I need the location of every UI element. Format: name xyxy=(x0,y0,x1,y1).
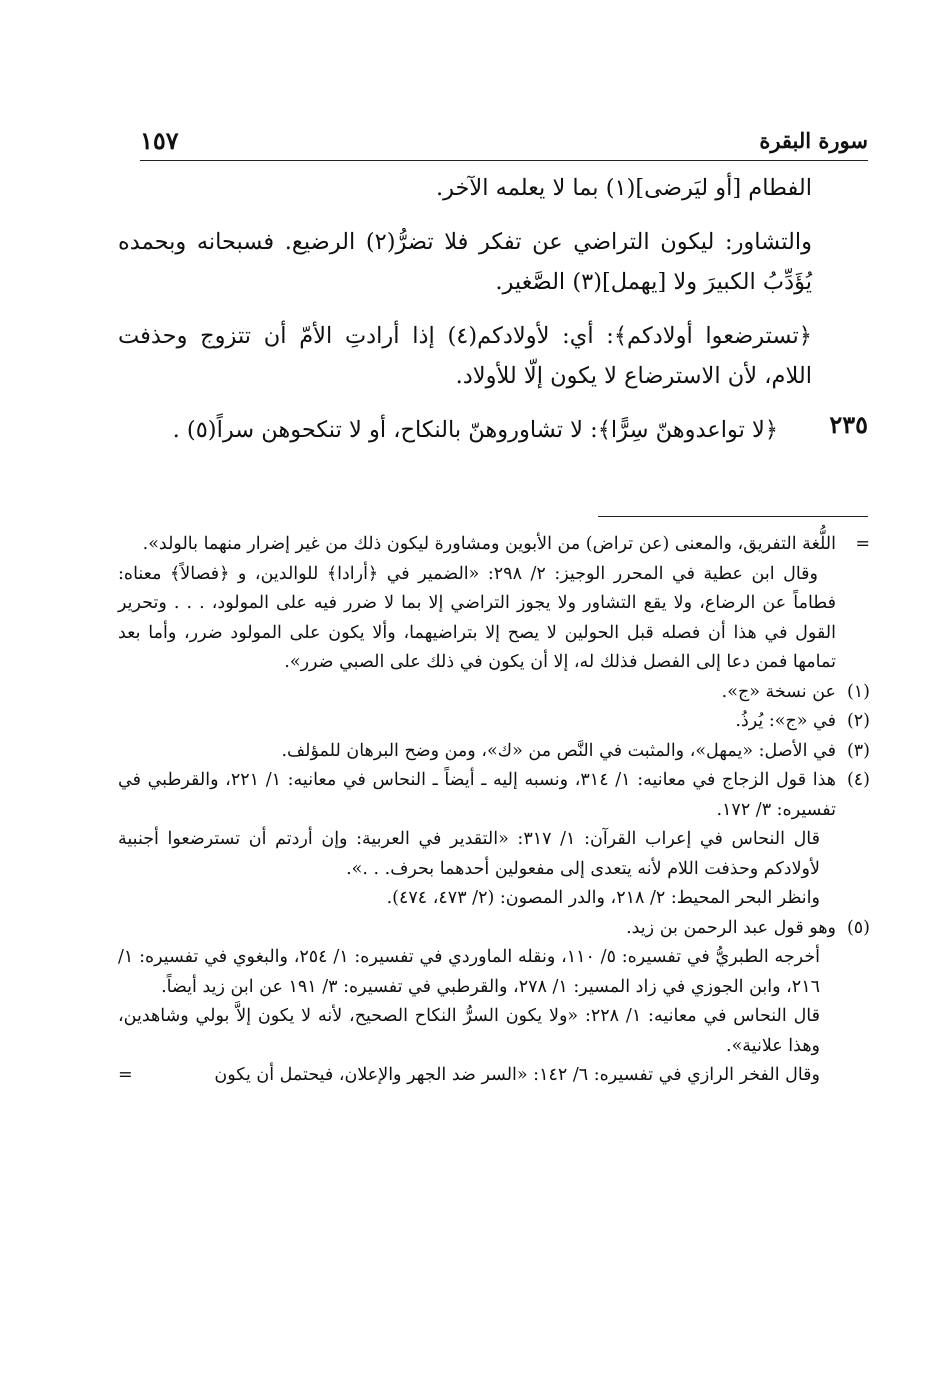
footnote-1-mark: (١) xyxy=(846,681,870,702)
paragraph-la-tuwaiduhunna: ﴿لا تواعدوهنّ سِرًّا﴾: لا تشاوروهنّ بالنكاح، أو لا تنكحوهن سراً(٥) . xyxy=(172,417,778,443)
footnote-5-mark: (٥) xyxy=(846,917,870,938)
footnote-2-text: في «ج»: يُرذُ. xyxy=(735,711,836,731)
page-number: ١٥٧ xyxy=(140,126,179,155)
footnote-continuation xyxy=(118,530,870,560)
footnote-5 xyxy=(118,914,870,944)
footnote-4-mark: (٤) xyxy=(846,770,870,790)
footnote-5-razi-text: وقال الفخر الرازي في تفسيره: ٦/ ١٤٢: «السر ضد الجهر والإعلان، فيحتمل أن يكون xyxy=(214,1065,820,1085)
footnote-separator xyxy=(598,516,868,517)
paragraph-fitam: الفطام [أو ليَرضى](١) بما لا يعلمه الآخر. xyxy=(435,175,812,201)
footnote-ibn-atiyya: وقال ابن عطية في المحرر الوجيز: ٢/ ٢٩٨: «الضمير في ﴿أرادا﴾ للوالدين، و ﴿فصالاً﴾ معناه: فطاماً عن الرضاع، ولا يقع التشاور ولا يجوز التراضي إلا بما لا ضرر فيه على المولود، . . . وتحرير القول في هذا أن فصله قبل الحولين لا يصح إلا بتراضيهما، وألا يكون على المولود ضرر، وأما بعد تمامها فمن دعا إلى الفصل فذلك له، إلا أن يكون في ذلك على الصبي ضرر». xyxy=(118,563,836,672)
verse-number: ٢٣٥ xyxy=(829,410,868,439)
continuation-text: اللُّغة التفريق، والمعنى (عن تراض) من الأبوين ومشاورة ليكون ذلك من غير إضرار منهما بالولد». xyxy=(142,534,836,554)
footnote-3-mark: (٣) xyxy=(846,740,870,761)
footnote-2-mark: (٢) xyxy=(846,711,870,731)
footnote-5-nahhas: قال النحاس في معانيه: ١/ ٢٢٨: «ولا يكون السرُّ النكاح الصحيح، لأنه لا يكون إلاَّ بولي وشاهدين، وهذا علانية». xyxy=(118,1006,820,1056)
continues-mark: = xyxy=(118,1065,133,1085)
footnote-3-text: في الأصل: «يمهل»، والمثبت في النَّص من «ك»، ومن وضح البرهان للمؤلف. xyxy=(281,740,836,761)
footnote-4-bahr: وانظر البحر المحيط: ٢/ ٢١٨، والدر المصون: (٢/ ٤٧٣، ٤٧٤). xyxy=(386,888,820,908)
footnote-3 xyxy=(118,737,870,767)
footnote-4 xyxy=(118,766,870,825)
footnote-5-text: وهو قول عبد الرحمن بن زيد. xyxy=(626,917,836,938)
continuation-mark: = xyxy=(855,534,870,554)
surah-title: سورة البقرة xyxy=(759,128,868,153)
footnote-4-nahhas: قال النحاس في إعراب القرآن: ١/ ٣١٧: «التقدير في العربية: وإن أردتم أن تسترضعوا أجنبية لأولادكم وحذفت اللام لأنه يتعدى إلى مفعولين أحدهما بحرف. . .». xyxy=(118,829,820,879)
paragraph-tashawur: والتشاور: ليكون التراضي عن تفكر فلا تضرُّ(٢) الرضيع. فسبحانه وبحمده يُؤَدِّبُ الكبيرَ ولا [يهمل](٣) الصَّغير. xyxy=(118,229,812,295)
footnote-4-text: هذا قول الزجاج في معانيه: ١/ ٣١٤، ونسبه إليه ـ أيضاً ـ النحاس في معانيه: ١/ ٢٢١، والقرطبي في تفسيره: ٣/ ١٧٢. xyxy=(118,770,836,820)
footnote-2 xyxy=(118,707,870,737)
main-text xyxy=(118,168,868,464)
paragraph-tastardiu: ﴿تسترضعوا أولادكم﴾: أي: لأولادكم(٤) إذا أرادتِ الأمّ أن تتزوج وحذفت اللام، لأن الاسترضاع لا يكون إلّا للأولاد. xyxy=(118,323,812,389)
footnote-1 xyxy=(118,678,870,708)
footnotes xyxy=(118,530,870,1091)
page-header xyxy=(140,128,868,161)
verse-entry-235 xyxy=(118,410,868,450)
footnote-5-razi xyxy=(118,1061,870,1091)
footnote-1-text: عن نسخة «ج». xyxy=(721,681,836,702)
footnote-5-tabari: أخرجه الطبريُّ في تفسيره: ٥/ ١١٠، ونقله الماوردي في تفسيره: ١/ ٢٥٤، والبغوي في تفسيره: ١/ ٢١٦، وابن الجوزي في زاد المسير: ١/ ٢٧٨، والقرطبي في تفسيره: ٣/ ١٩١ عن ابن زيد أيضاً. xyxy=(118,947,820,997)
